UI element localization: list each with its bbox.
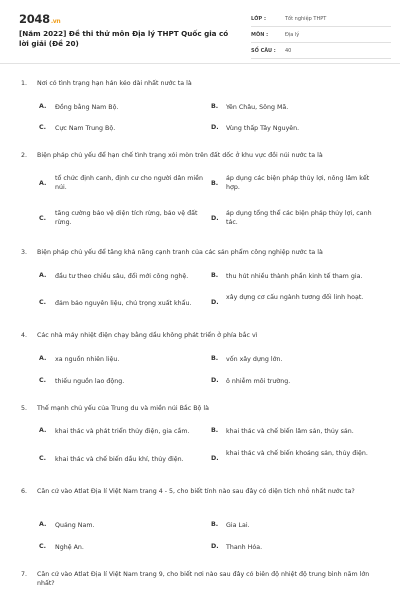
question-text: Thế mạnh chủ yếu của Trung du và miền núi Bắc Bộ là: [37, 405, 210, 412]
meta-label: SỐ CÂU :: [251, 48, 276, 54]
option-d[interactable]: Vùng thấp Tây Nguyên.: [226, 125, 300, 132]
option-c[interactable]: tăng cường bảo vệ diện tích rừng, bảo vệ đất rừng.: [55, 210, 198, 227]
question-text: Căn cứ vào Atlat Địa lí Việt Nam trang 9, cho biết nơi nào sau đây có biên độ nhiệt độ trung bình năm lớn nhất?: [37, 571, 370, 588]
option-b[interactable]: khai thác và chế biến lâm sản, thủy sản.: [226, 428, 354, 435]
option-b[interactable]: thu hút nhiều thành phần kinh tế tham gia.: [226, 273, 363, 280]
logo-main: 2048: [19, 12, 50, 26]
question-number: 7.: [21, 571, 28, 578]
question-1: [21, 79, 381, 88]
question-text: Biện pháp chủ yếu để hạn chế tình trạng xói mòn trên đất dốc ở khu vực đồi núi nước ta là: [37, 152, 323, 159]
question-number: 5.: [21, 405, 28, 412]
option-d[interactable]: Thanh Hóa.: [226, 544, 263, 551]
question-text: Biện pháp chủ yếu để tăng khả năng cạnh tranh của các sản phẩm công nghiệp nước ta là: [37, 249, 323, 256]
option-b[interactable]: Gia Lai.: [226, 522, 250, 529]
option-a[interactable]: khai thác và phát triển thủy điện, gia cầm.: [55, 428, 190, 435]
question-text: Các nhà máy nhiệt điện chạy bằng dầu không phát triển ở phía bắc vì: [37, 332, 258, 339]
option-c[interactable]: Cực Nam Trung Bộ.: [55, 125, 116, 132]
option-letter: B.: [211, 427, 219, 434]
option-letter: B.: [211, 180, 219, 187]
option-a[interactable]: xa nguồn nhiên liệu.: [55, 356, 120, 363]
option-b[interactable]: Yên Châu, Sông Mã.: [226, 104, 289, 111]
option-a[interactable]: tổ chức định canh, định cư cho người dân miền núi.: [55, 175, 203, 192]
option-letter: D.: [211, 543, 219, 550]
question-number: 2.: [21, 152, 28, 159]
option-letter: D.: [211, 215, 219, 222]
option-letter: A.: [39, 103, 47, 110]
option-a[interactable]: Đồng bằng Nam Bộ.: [55, 104, 119, 111]
meta-label: MÔN :: [251, 32, 269, 38]
option-d[interactable]: khai thác và chế biến khoáng sản, thủy điện.: [226, 450, 368, 457]
question-number: 3.: [21, 249, 28, 256]
option-letter: D.: [211, 299, 219, 306]
option-d[interactable]: ô nhiễm môi trường.: [226, 378, 291, 385]
option-letter: C.: [39, 215, 47, 222]
option-letter: D.: [211, 377, 219, 384]
option-a[interactable]: Quảng Nam.: [55, 522, 95, 529]
option-c[interactable]: khai thác và chế biến dầu khí, thủy điện.: [55, 456, 184, 463]
exam-title: [Năm 2022] Đề thi thử môn Địa lý THPT Quốc gia có lời giải (Đề 20): [19, 29, 229, 48]
option-d[interactable]: áp dụng tổng thể các biện pháp thủy lợi, canh tác.: [226, 210, 372, 227]
question-number: 6.: [21, 488, 28, 495]
option-letter: C.: [39, 299, 47, 306]
exam-meta: [251, 14, 391, 62]
question-7: [21, 570, 381, 589]
option-letter: B.: [211, 103, 219, 110]
option-letter: A.: [39, 521, 47, 528]
page-header: [0, 0, 400, 64]
option-letter: C.: [39, 124, 47, 131]
option-c[interactable]: thiếu nguồn lao động.: [55, 378, 125, 385]
question-number: 4.: [21, 332, 28, 339]
option-b[interactable]: vốn xây dựng lớn.: [226, 356, 283, 363]
option-a[interactable]: đầu tư theo chiều sâu, đổi mới công nghệ.: [55, 273, 189, 280]
option-letter: C.: [39, 543, 47, 550]
option-letter: B.: [211, 355, 219, 362]
site-logo[interactable]: [19, 12, 60, 26]
meta-value: 40: [285, 48, 292, 54]
option-letter: A.: [39, 355, 47, 362]
option-d[interactable]: xây dựng cơ cấu ngành tương đối linh hoạt.: [226, 294, 364, 301]
question-text: Căn cứ vào Atlat Địa lí Việt Nam trang 4 - 5, cho biết tỉnh nào sau đây có diện tích nhỏ nhất nước ta?: [37, 488, 355, 495]
option-letter: B.: [211, 272, 219, 279]
option-letter: D.: [211, 455, 219, 462]
option-letter: D.: [211, 124, 219, 131]
option-letter: A.: [39, 272, 47, 279]
option-b[interactable]: áp dụng các biện pháp thủy lợi, nông lâm kết hợp.: [226, 175, 370, 192]
question-2: [21, 151, 381, 160]
meta-value: Địa lý: [285, 32, 300, 38]
meta-label: LỚP :: [251, 16, 266, 22]
question-number: 1.: [21, 80, 28, 87]
question-text: Nơi có tình trạng hạn hán kéo dài nhất nước ta là: [37, 80, 192, 87]
option-c[interactable]: đảm bảo nguyên liệu, chú trọng xuất khẩu.: [55, 300, 192, 307]
option-letter: A.: [39, 180, 47, 187]
question-3: [21, 248, 381, 257]
question-5: [21, 404, 381, 413]
meta-row-count: [251, 46, 391, 59]
meta-row-class: [251, 14, 391, 27]
option-letter: C.: [39, 377, 47, 384]
question-4: [21, 331, 381, 340]
meta-row-subject: [251, 30, 391, 43]
option-c[interactable]: Nghệ An.: [55, 544, 84, 551]
logo-suffix: .vn: [50, 18, 61, 25]
option-letter: B.: [211, 521, 219, 528]
meta-value: Tốt nghiệp THPT: [285, 16, 327, 22]
option-letter: A.: [39, 427, 47, 434]
option-letter: C.: [39, 455, 47, 462]
question-6: [21, 487, 381, 496]
